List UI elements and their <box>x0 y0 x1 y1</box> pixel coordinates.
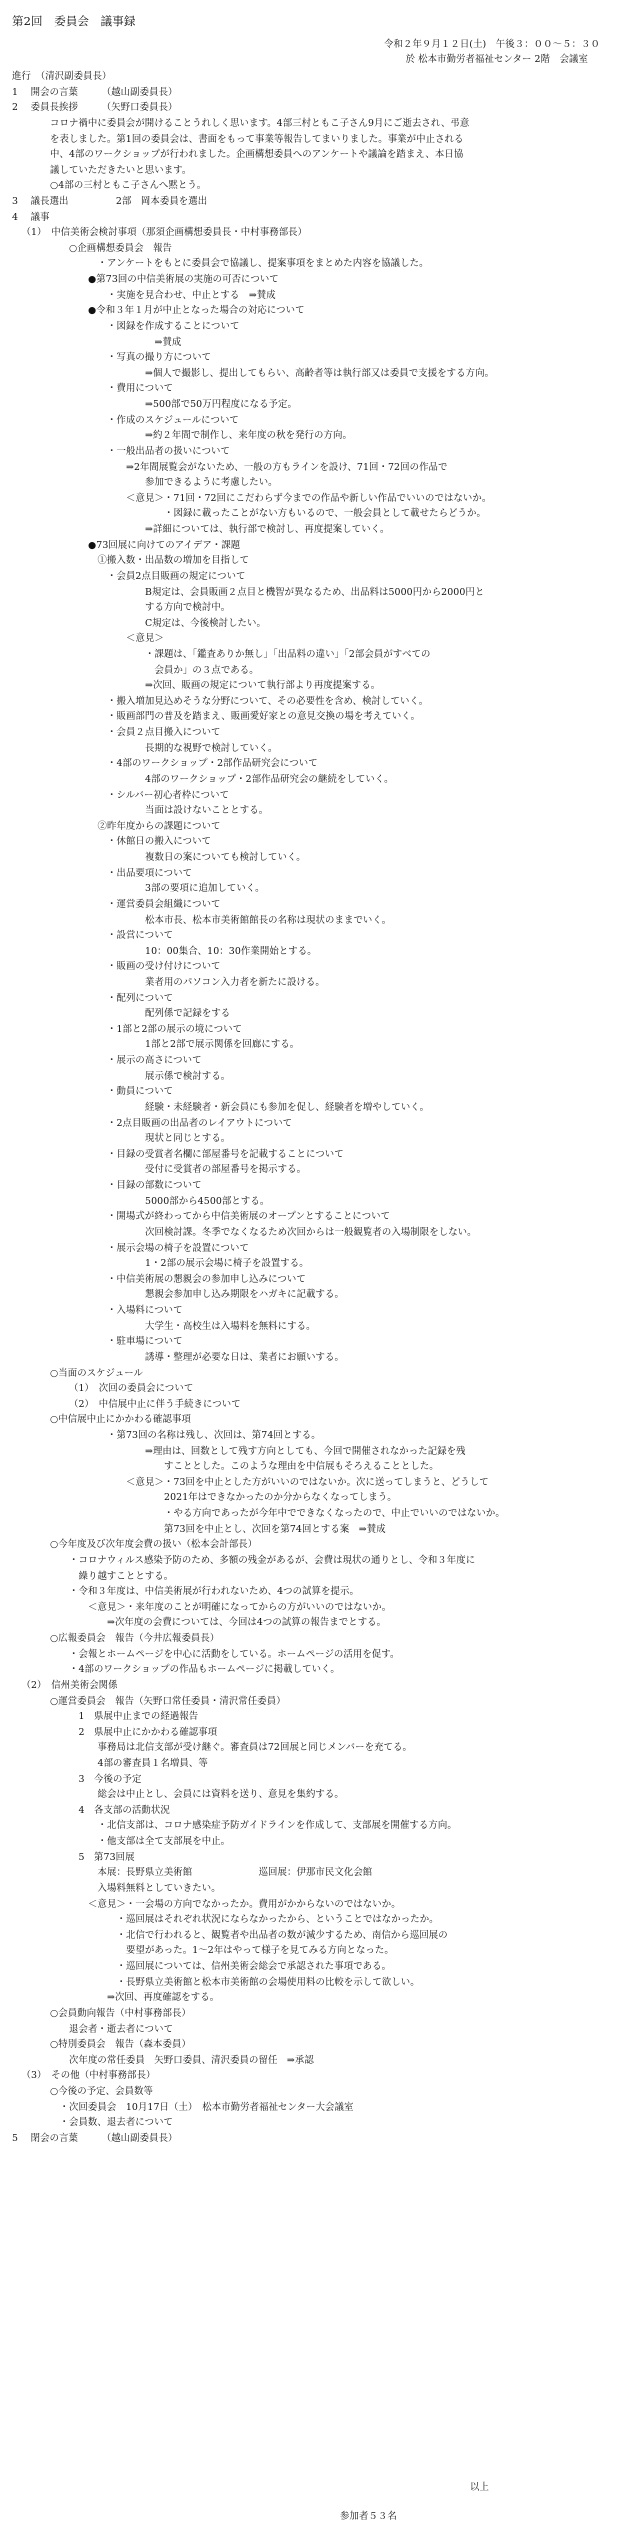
minutes-line: ⇒2年間展覧会がないため、一般の方もラインを設け、71回・72回の作品で <box>126 461 448 473</box>
minutes-line: ・搬入増加見込めそうな分野について、その必要性を含め、検討していく。 <box>107 695 429 707</box>
minutes-line: ○中信展中止にかかわる確認事項 <box>50 1414 191 1426</box>
minutes-line: ○4部の三村ともこ子さんへ黙とう。 <box>50 180 207 192</box>
minutes-line: ・実施を見合わせ、中止とする ⇒賛成 <box>107 289 276 301</box>
minutes-line: 2021年はできなかったのか分からなくなってしまう。 <box>164 1492 397 1504</box>
minutes-line: ○会員動向報告（中村事務部長） <box>50 2007 191 2019</box>
minutes-line: 2 委員長挨拶 （矢野口委員長） <box>12 102 178 114</box>
minutes-line: ⇒次回、販画の規定について執行部より再度提案する。 <box>145 680 381 692</box>
minutes-line: 1 開会の言葉 （越山副委員長） <box>12 86 178 98</box>
minutes-line: ・2点目販画の出品者のレイアウトについて <box>107 1117 293 1129</box>
minutes-line: ○広報委員会 報告（今井広報委員長） <box>50 1633 220 1644</box>
minutes-line: 退会者・逝去者について <box>69 2023 174 2035</box>
minutes-line: 要望があった。1〜2年はやって様子を見てみる方向となった。 <box>126 1945 394 1957</box>
minutes-line: 5000部から4500部とする。 <box>145 1195 270 1207</box>
minutes-line: ⇒次回、再度確認をする。 <box>107 1992 220 2004</box>
minutes-line: ・展示会場の椅子を設置について <box>107 1242 249 1254</box>
minutes-line: ・4部のワークショップ・2部作品研究会について <box>107 758 318 770</box>
minutes-line: ・展示の高さについて <box>107 1055 202 1067</box>
minutes-line: 1・2部の展示会場に椅子を設置する。 <box>145 1258 309 1270</box>
minutes-line: 経験・未経験者・新会員にも参加を促し、経験者を増やしていく。 <box>145 1101 430 1113</box>
minutes-line: 現状と同じとする。 <box>145 1133 231 1145</box>
minutes-line: ○今年度及び次年度会費の扱い（松本会計部長） <box>50 1539 258 1551</box>
minutes-line: 懇親会参加申し込み期限をハガキに記載する。 <box>145 1289 344 1301</box>
minutes-line: ・会員２点目搬入について <box>107 727 221 738</box>
minutes-line: 大学生・高校生は入場料を無料にする。 <box>145 1320 316 1332</box>
minutes-line: 受付に受賞者の部屋番号を掲示する。 <box>145 1164 307 1176</box>
minutes-line: ①搬入数・出品数の増加を目指して <box>97 555 250 567</box>
minutes-line: 長期的な視野で検討していく。 <box>145 742 278 754</box>
minutes-line: ・やる方向であったが今年中でできなくなったので、中止でいいのではないか。 <box>164 1508 505 1519</box>
minutes-line: ・販画部門の普及を踏まえ、販画愛好家との意見交換の場を考えていく。 <box>107 711 421 723</box>
minutes-line: ⇒約２年間で制作し、来年度の秋を発行の方向。 <box>145 430 352 442</box>
minutes-line: ・他支部は全て支部展を中止。 <box>97 1836 231 1848</box>
minutes-line: ＜意見＞・来年度のことが明確になってからの方がいいのではないか。 <box>88 1601 392 1613</box>
minutes-line: ・コロナウィルス感染予防のため、多額の残金があるが、会費は現状の通りとし、令和３年度に <box>69 1554 476 1566</box>
minutes-line: 議していただきたいと思います。 <box>50 164 192 176</box>
minutes-line: （3） その他（中村事務部長） <box>21 2070 156 2082</box>
minutes-line: 4 各支部の活動状況 <box>78 1804 170 1816</box>
minutes-line: ⇒個人で撮影し、提出してもらい、高齢者等は執行部又は委員で支援をする方向。 <box>145 367 495 379</box>
minutes-line: 2 県展中止にかかわる確認事項 <box>78 1726 218 1738</box>
minutes-line: ＜意見＞ <box>126 633 164 645</box>
minutes-line: 参加できるように考慮したい。 <box>145 477 278 489</box>
document-title: 第2回 委員会 議事録 <box>12 14 136 28</box>
minutes-line: ・次回委員会 10月17日（土） 松本市勤労者福祉センター大会議室 <box>59 2101 354 2113</box>
minutes-line: ・配列について <box>107 992 174 1004</box>
minutes-line: ・休館日の搬入について <box>107 836 212 848</box>
minutes-line: 第73回を中止とし、次回を第74回とする案 ⇒賛成 <box>164 1523 386 1535</box>
minutes-line: ・中信美術展の懇親会の参加申し込みについて <box>107 1273 306 1285</box>
minutes-line: 繰り越すこととする。 <box>78 1570 174 1582</box>
minutes-line: ・駐車場について <box>107 1336 183 1348</box>
minutes-line: ・アンケートをもとに委員会で協議し、提案事項をまとめた内容を協議した。 <box>97 258 429 270</box>
minutes-line: 誘導・整理が必要な日は、業者にお願いする。 <box>145 1351 344 1363</box>
minutes-line: ・巡回展はそれぞれ状況にならなかったから、ということではなかったか。 <box>116 1914 439 1926</box>
meeting-place: 於 松本市勤労者福祉センター 2階 会議室 <box>405 54 588 65</box>
minutes-line: ○運営委員会 報告（矢野口常任委員・清沢常任委員） <box>50 1695 286 1707</box>
minutes-line: 4 議事 <box>12 211 50 223</box>
minutes-line: 1 県展中止までの経過報告 <box>78 1711 199 1723</box>
minutes-line: ・図録に載ったことがない方もいるので、一般会員として載せたらどうか。 <box>164 508 486 520</box>
minutes-line: ・会員数、退去者について <box>59 2117 174 2129</box>
minutes-line: （1） 次回の委員会について <box>69 1383 194 1395</box>
minutes-line: ・北信で行われると、観覧者や出品者の数が減少するため、南信から巡回展の <box>116 1929 448 1941</box>
minutes-line: する方向で検討中。 <box>145 602 231 614</box>
closing-mark: 以上 <box>470 2482 489 2493</box>
minutes-line: 3 今後の予定 <box>78 1773 142 1785</box>
minutes-line: すこととした。このような理由を中信展もそろえることとした。 <box>164 1461 439 1473</box>
minutes-line: 10：00集合、10：30作業開始とする。 <box>145 945 317 957</box>
minutes-line: ⇒賛成 <box>154 336 182 348</box>
minutes-line: （2） 中信展中止に伴う手続きについて <box>69 1398 241 1410</box>
minutes-line: 入場料無料としていきたい。 <box>97 1882 221 1894</box>
minutes-line: ＜意見＞・71回・72回にこだわらず今までの作品や新しい作品でいいのではないか。 <box>126 492 492 504</box>
minutes-line: ・巡回展については、信州美術会総会で承認された事項である。 <box>116 1961 392 1972</box>
minutes-line: 3部の要項に追加していく。 <box>145 883 265 895</box>
minutes-line: ⇒500部で50万円程度になる予定。 <box>145 399 297 410</box>
minutes-line: C規定は、今後検討したい。 <box>145 617 266 629</box>
minutes-line: 総会は中止とし、会員には資料を送り、意見を集約する。 <box>97 1789 344 1801</box>
minutes-line: ・販画の受け付けについて <box>107 961 221 973</box>
minutes-line: ・シルバー初心者枠について <box>107 789 230 801</box>
minutes-line: 5 第73回展 <box>78 1851 135 1863</box>
minutes-line: 4部の審査員１名増員、等 <box>97 1758 208 1769</box>
minutes-line: ・一般出品者の扱いについて <box>107 445 230 457</box>
minutes-line: 3 議長選出 2部 岡本委員を選出 <box>12 196 208 207</box>
minutes-line: 本展：長野県立美術館 巡回展：伊那市民文化会館 <box>97 1867 373 1879</box>
minutes-line: ●第73回の中信美術展の実施の可否について <box>88 274 279 286</box>
minutes-line: ○企画構想委員会 報告 <box>69 242 173 254</box>
minutes-line: 次回検討課。冬季でなくなるため次回からは一般観覧者の入場制限をしない。 <box>145 1226 477 1238</box>
minutes-line: ○今後の予定、会員数等 <box>50 2086 154 2097</box>
minutes-line: 展示係で検討する。 <box>145 1070 231 1082</box>
minutes-line: ・入場料について <box>107 1305 183 1316</box>
minutes-line: ・長野県立美術館と松本市美術館の会場使用料の比較を示して欲しい。 <box>116 1976 420 1988</box>
minutes-line: 会員か」の３点である。 <box>154 664 259 676</box>
minutes-line: ・会員2点目販画の規定について <box>107 570 246 582</box>
minutes-line: 当面は設けないこととする。 <box>145 805 269 817</box>
minutes-line: ・動員について <box>107 1086 174 1098</box>
minutes-line: ・開場式が終わってから中信美術展のオープンとすることについて <box>107 1211 391 1223</box>
minutes-line: ・運営委員会組織について <box>107 898 221 910</box>
minutes-line: 事務局は北信支部が受け継ぐ。審査員は72回展と同じメンバーを充てる。 <box>97 1742 412 1754</box>
meeting-date: 令和２年９月１２日(土) 午後３：００〜５：３０ <box>384 39 600 50</box>
minutes-line: ⇒詳細については、執行部で検討し、再度提案していく。 <box>145 524 390 535</box>
minutes-line: 松本市長、松本市美術館館長の名称は現状のままでいく。 <box>145 914 392 926</box>
minutes-line: （1） 中信美術会検討事項（那須企画構想委員長・中村事務部長） <box>21 227 308 239</box>
minutes-line: ●令和３年１月が中止となった場合の対応について <box>88 305 305 317</box>
minutes-line: ・設営について <box>107 930 174 942</box>
minutes-line: ○当面のスケジュール <box>50 1367 143 1379</box>
minutes-line: ・第73回の名称は残し、次回は、第74回とする。 <box>107 1429 321 1441</box>
minutes-line: 業者用のパソコン入力者を新たに設ける。 <box>145 977 325 988</box>
minutes-line: 5 閉会の言葉 （越山副委員長） <box>12 2132 178 2144</box>
minutes-line: 配列係で記録をする <box>145 1008 231 1020</box>
minutes-line: ・目録の部数について <box>107 1180 202 1191</box>
minutes-line: 複数日の案についても検討していく。 <box>145 852 306 863</box>
minutes-line: ・作成のスケジュールについて <box>107 414 239 426</box>
minutes-line: ・課題は、「鑑査ありか無し」「出品料の違い」「2部会員がすべての <box>145 648 431 660</box>
minutes-line: ・北信支部は、コロナ感染症予防ガイドラインを作成して、支部展を開催する方向。 <box>97 1820 457 1832</box>
minutes-line: ＜意見＞・73回を中止とした方がいいのではないか。次に送ってしまうと、どうして <box>126 1476 489 1488</box>
minutes-line: ・4部のワークショップの作品もホームページに掲載していく。 <box>69 1664 340 1676</box>
minutes-line: 1部と2部で展示関係を回廊にする。 <box>145 1039 300 1051</box>
minutes-line: ＜意見＞・一会場の方向でなかったか。費用がかからないのではないか。 <box>88 1898 401 1910</box>
minutes-line: ②昨年度からの課題について <box>97 820 221 832</box>
minutes-line: ⇒次年度の会費については、今回は4つの試算の報告までとする。 <box>107 1617 387 1629</box>
minutes-line: ・目録の受賞者名欄に部屋番号を記載することについて <box>107 1148 344 1160</box>
minutes-line: 4部のワークショップ・2部作品研究会の継続をしていく。 <box>145 773 394 785</box>
minutes-line: B規定は、会員販画２点目と機智が異なるため、出品料は5000円から2000円と <box>145 586 485 598</box>
minutes-line: 進行 （清沢副委員長） <box>12 71 112 82</box>
minutes-line: ・費用について <box>107 383 174 395</box>
minutes-line: 次年度の常任委員 矢野口委員、清沢委員の留任 ⇒承認 <box>69 2054 314 2066</box>
minutes-line: を表しました。第1回の委員会は、書面をもって事業等報告してまいりました。事業が中止される <box>50 133 464 145</box>
minutes-line: ・写真の撮り方について <box>107 352 212 364</box>
minutes-line: ・1部と2部の展示の境について <box>107 1023 243 1035</box>
minutes-line: コロナ禍中に委員会が開けることうれしく思います。4部三村ともこ子さん9月にご逝去され、弔意 <box>50 117 470 129</box>
minutes-line: ⇒理由は、回数として残す方向としても、今回で開催されなかった記録を残 <box>145 1445 466 1457</box>
minutes-line: （2） 信州美術会関係 <box>21 1679 118 1691</box>
minutes-line: ・令和３年度は、中信美術展が行われないため、4つの試算を提示。 <box>69 1586 359 1598</box>
minutes-line: ●73回展に向けてのアイデア・課題 <box>88 539 241 551</box>
minutes-line: ・図録を作成することについて <box>107 320 240 332</box>
minutes-line: 中、4部のワークショップが行われました。企画構想委員へのアンケートや議論を踏まえ、本日協 <box>50 149 464 161</box>
minutes-line: ・出品要項について <box>107 867 193 879</box>
attendance-count: 参加者５３名 <box>340 2511 397 2522</box>
minutes-line: ○特別委員会 報告（森本委員） <box>50 2039 191 2051</box>
minutes-line: ・会報とホームページを中心に活動をしている。ホームページの活用を促す。 <box>69 1648 400 1660</box>
